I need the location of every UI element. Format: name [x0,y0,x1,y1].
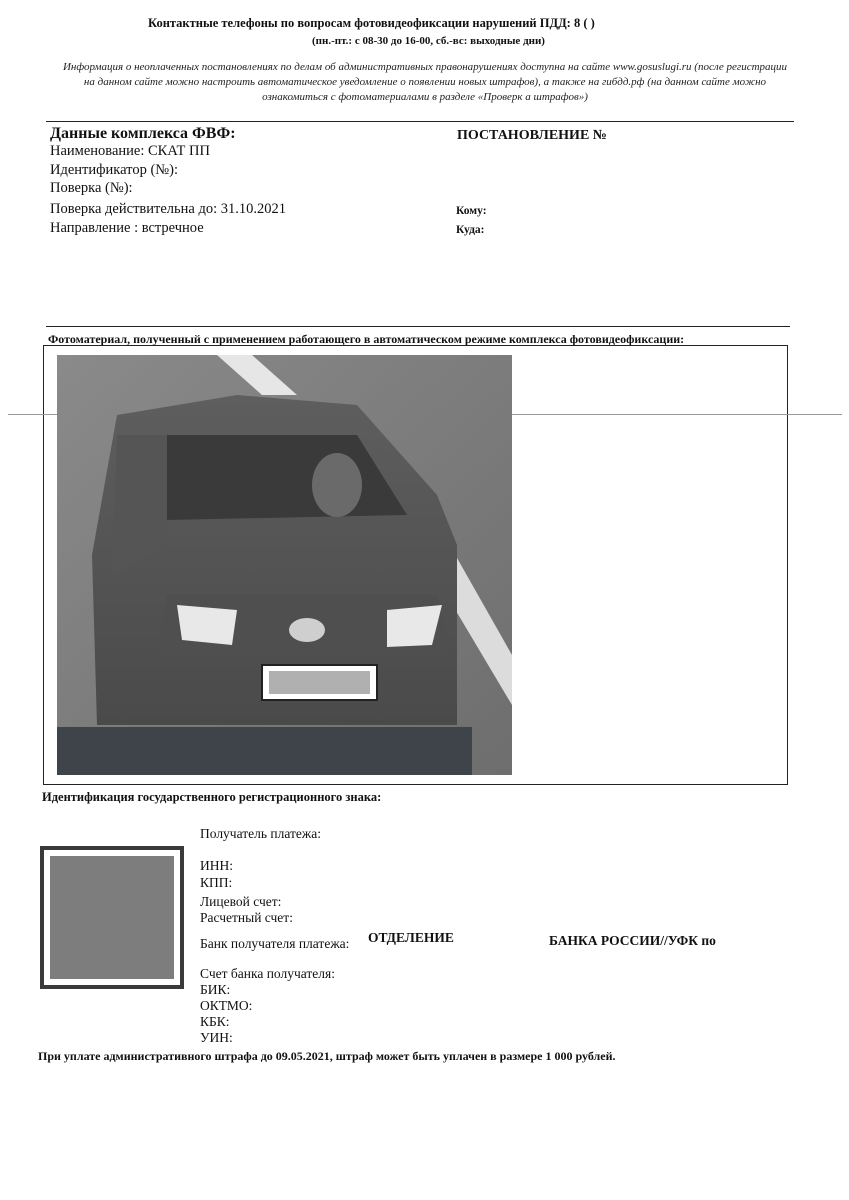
payment-personal-account: Лицевой счет: [200,894,282,909]
complex-identifier: Идентификатор (№): [50,162,178,178]
contact-phones-line: Контактные телефоны по вопросам фотовидеофиксации нарушений ПДД: 8 ( ) [148,16,595,30]
payment-bik: БИК: [200,982,231,997]
payment-settlement-account: Расчетный счет: [200,910,293,925]
bank-name-part2: БАНКА РОССИИ//УФК по [549,933,716,948]
resolution-where: Куда: [456,224,485,236]
complex-title: Данные комплекса ФВФ: [50,125,236,142]
payment-oktmo: ОКТМО: [200,998,253,1013]
resolution-title: ПОСТАНОВЛЕНИЕ № [457,128,607,143]
working-hours-line: (пн.-пт.: с 08-30 до 16-00, сб.-вс: выходные дни) [312,35,545,47]
payment-kpp: КПП: [200,875,233,890]
payment-recipient-bank: Банк получателя платежа: [200,936,350,951]
plate-section-title: Идентификация государственного регистрационного знака: [42,790,382,804]
resolution-to-whom: Кому: [456,205,487,217]
photo-section-title: Фотоматериал, полученный с применением работающего в автоматическом режиме комплекса фотовидеофиксации: [48,332,685,346]
photo-divider [46,326,790,327]
vehicle-photo [57,355,512,775]
gosuslugi-info-text: Информация о неоплаченных постановлениях по делам об административных правонарушениях доступна на сайте www.gosuslugi.ru (после регистрации на данном сайте можно настроить автоматическое уведомление о появлении новых штрафов), а также на гибдд.рф (на данном сайте можно ознакомиться с фотоматериалами в разделе «Проверк а штрафов») [62,61,788,103]
header-divider [46,121,794,122]
payment-recipient: Получатель платежа: [200,826,321,841]
complex-valid-until: Поверка действительна до: 31.10.2021 [50,201,286,217]
complex-verification: Поверка (№): [50,180,133,196]
payment-uin: УИН: [200,1030,233,1045]
complex-direction: Направление : встречное [50,220,204,236]
bank-name-part1: ОТДЕЛЕНИЕ [368,930,454,945]
payment-qr-code [40,846,184,989]
qr-code-redacted-area [50,856,174,979]
payment-bank-account: Счет банка получателя: [200,966,335,981]
payment-inn: ИНН: [200,858,233,873]
discount-note: При уплате административного штрафа до 09.05.2021, штраф может быть уплачен в размере 1 000 рублей. [38,1049,616,1063]
payment-kbk: КБК: [200,1014,230,1029]
complex-name: Наименование: СКАТ ПП [50,143,210,159]
